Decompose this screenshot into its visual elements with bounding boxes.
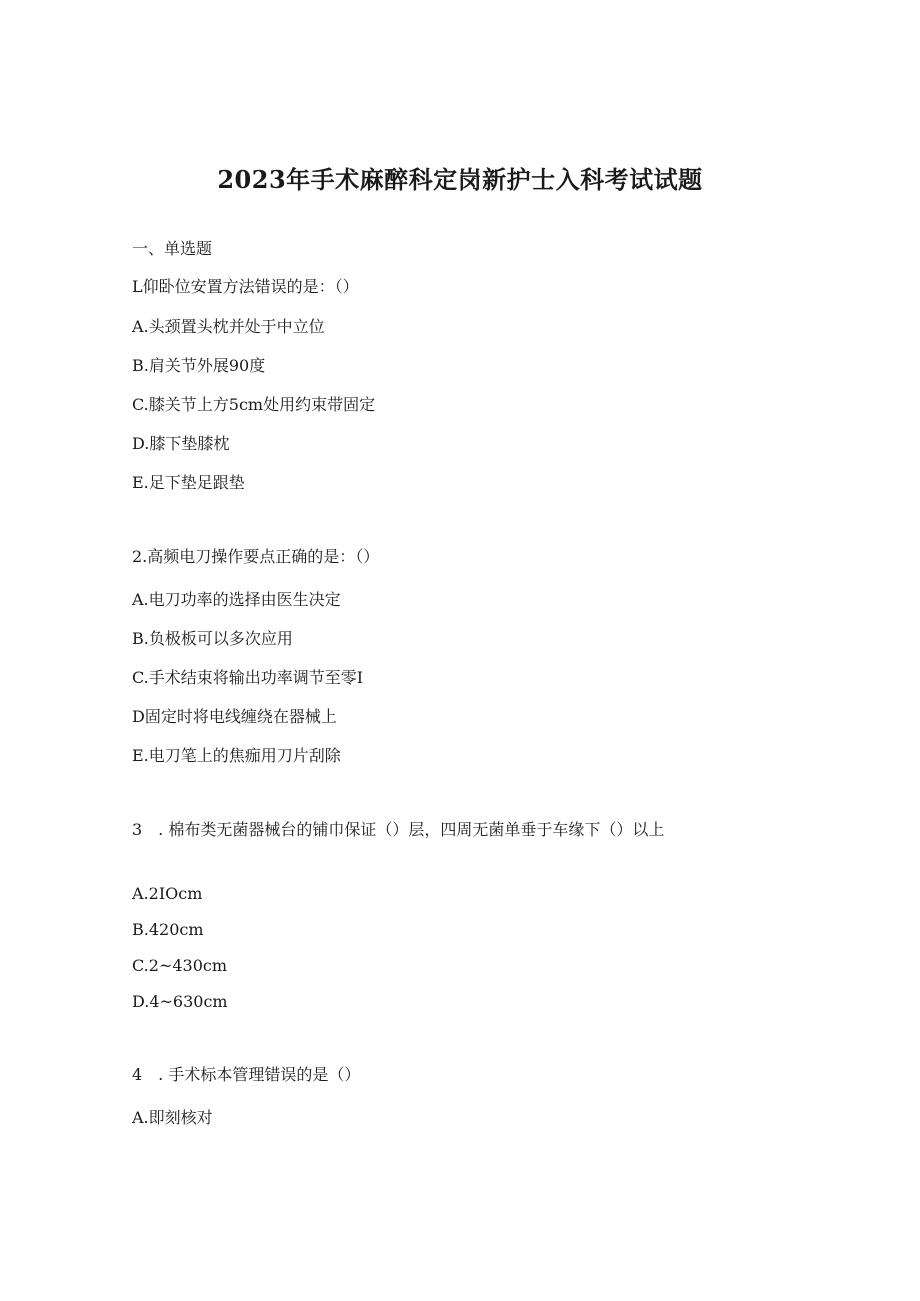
section-heading: 一、单选题	[132, 239, 213, 258]
question-3-option-c: C.2~430cm	[132, 956, 228, 975]
question-3-option-a: A.2IOcm	[132, 884, 203, 903]
question-3-stem: 3 . 棉布类无菌器械台的铺巾保证（）层，四周无菌单垂于车缘下（）以上	[132, 820, 665, 839]
question-1-option-e: E.足下垫足跟垫	[132, 473, 245, 492]
question-3-option-b: B.420cm	[132, 920, 204, 939]
question-4-option-a: A.即刻核对	[132, 1108, 213, 1127]
question-2-option-a: A.电刀功率的选择由医生决定	[132, 590, 341, 609]
question-2-option-c: C.手术结束将输出功率调节至零I	[132, 668, 364, 687]
question-1-stem: L仰卧位安置方法错误的是：（）	[132, 277, 359, 296]
question-2-option-e: E.电刀笔上的焦痂用刀片刮除	[132, 746, 341, 765]
page-title: 2023年手术麻醉科定岗新护士入科考试试题	[217, 165, 703, 194]
question-3-option-d: D.4~630cm	[132, 992, 228, 1011]
question-2-option-b: B.负极板可以多次应用	[132, 629, 293, 648]
question-1-option-c: C.膝关节上方5cm处用约束带固定	[132, 395, 376, 414]
question-1-option-b: B.肩关节外展90度	[132, 356, 266, 375]
question-2-option-d: D固定时将电线缠绕在器械上	[132, 707, 337, 726]
question-1-option-d: D.膝下垫膝枕	[132, 434, 230, 453]
question-2-stem: 2.高频电刀操作要点正确的是：（）	[132, 547, 380, 566]
question-4-stem: 4 . 手术标本管理错误的是（）	[132, 1065, 361, 1084]
question-1-option-a: A.头颈置头枕并处于中立位	[132, 317, 325, 336]
